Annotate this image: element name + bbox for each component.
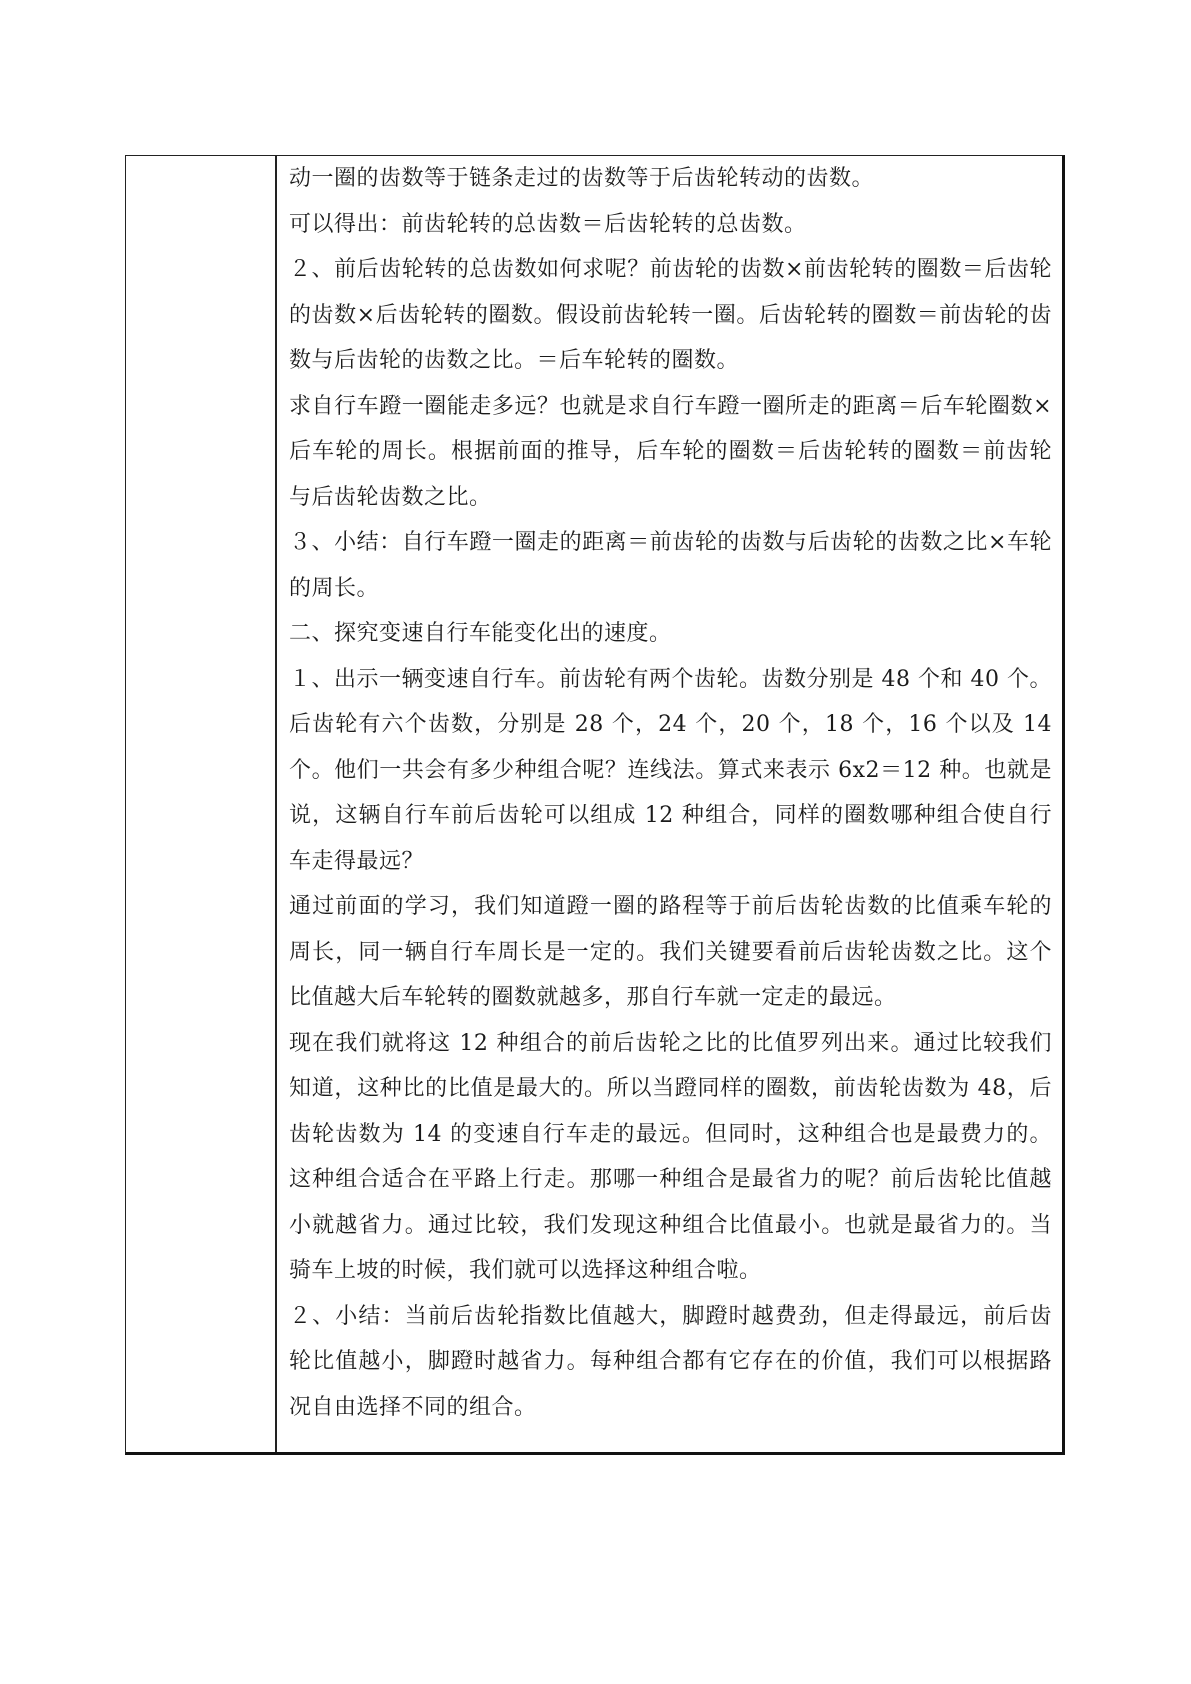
paragraph-1: 动一圈的齿数等于链条走过的齿数等于后齿轮转动的齿数。 <box>289 166 875 191</box>
paragraph-5: ３、小结：自行车蹬一圈走的距离＝前齿轮的齿数与后齿轮的齿数之比×车轮的周长。 <box>289 530 1052 601</box>
paragraph-6: 二、探究变速自行车能变化出的速度。 <box>289 621 672 646</box>
table-content-cell <box>279 156 1062 1452</box>
table-left-cell <box>126 156 277 1452</box>
paragraph-3: ２、前后齿轮转的总齿数如何求呢？前齿轮的齿数×前齿轮转的圈数＝后齿轮的齿数×后齿轮转的圈数。假设前齿轮转一圈。后齿轮转的圈数＝前齿轮的齿数与后齿轮的齿数之比。＝后车轮转的圈数。 <box>289 257 1052 373</box>
paragraph-4: 求自行车蹬一圈能走多远？也就是求自行车蹬一圈所走的距离＝后车轮圈数×后车轮的周长。根据前面的推导，后车轮的圈数＝后齿轮转的圈数＝前齿轮与后齿轮齿数之比。 <box>289 393 1052 510</box>
paragraph-7: １、出示一辆变速自行车。前齿轮有两个齿轮。齿数分别是 48 个和 40 个。后齿轮有六个齿数，分别是 28 个，24 个，20 个，18 个，16 个以及 14 个。他们一共会有多少种组合呢？连线法。算式来表示 6x2＝12 种。也就是说，这辆自行车前后齿轮可以组成 12 种组合，同样的圈数哪种组合使自行车走得最远？ <box>289 666 1052 874</box>
lesson-table <box>125 155 1065 1455</box>
paragraph-8: 通过前面的学习，我们知道蹬一圈的路程等于前后齿轮齿数的比值乘车轮的周长，同一辆自行车周长是一定的。我们关键要看前后齿轮齿数之比。这个比值越大后车轮转的圈数就越多，那自行车就一定走的最远。 <box>289 894 1052 1010</box>
paragraph-2: 可以得出：前齿轮转的总齿数＝后齿轮转的总齿数。 <box>289 211 807 237</box>
paragraph-10: ２、小结：当前后齿轮指数比值越大，脚蹬时越费劲，但走得最远，前后齿轮比值越小，脚蹬时越省力。每种组合都有它存在的价值，我们可以根据路况自由选择不同的组合。 <box>289 1303 1052 1420</box>
paragraph-9: 现在我们就将这 12 种组合的前后齿轮之比的比值罗列出来。通过比较我们知道，这种比的比值是最大的。所以当蹬同样的圈数，前齿轮齿数为 48，后齿轮齿数为 14 的变速自行车走的最远。但同时，这种组合也是最费力的。这种组合适合在平路上行走。那哪一种组合是最省力的呢？前后齿轮比值越小就越省力。通过比较，我们发现这种组合比值最小。也就是最省力的。当骑车上坡的时候，我们就可以选择这种组合啦。 <box>289 1030 1052 1283</box>
